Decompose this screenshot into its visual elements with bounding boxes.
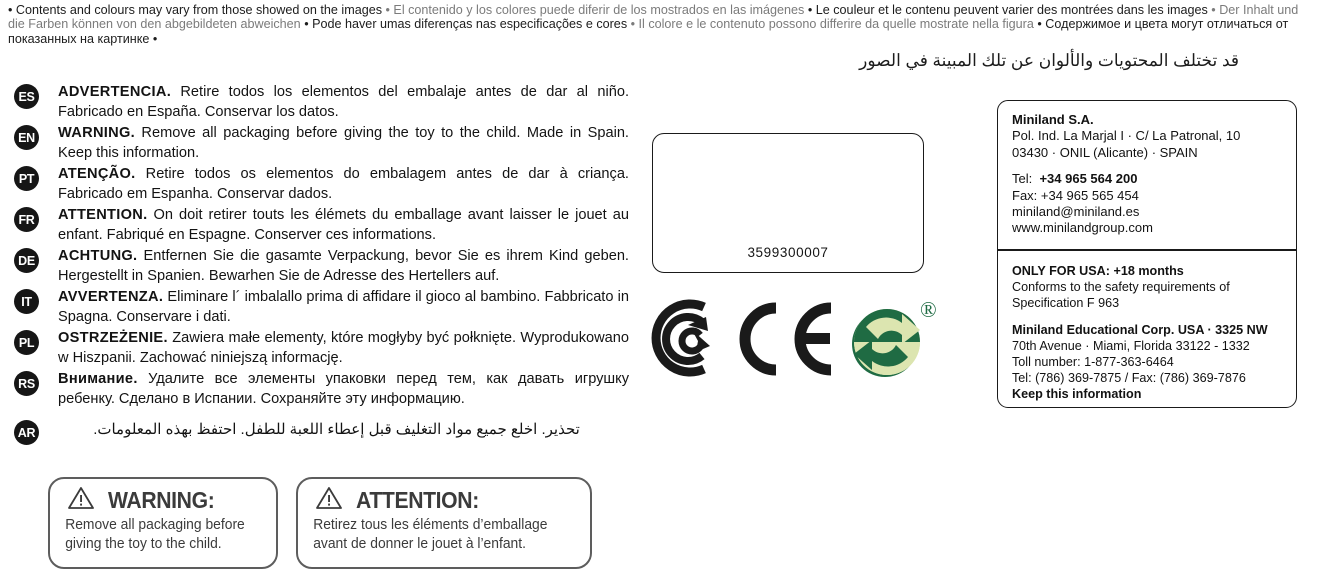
toy-safety-arcs-mark-icon xyxy=(636,297,714,384)
warning-row-en xyxy=(14,124,629,163)
warning-row-ar xyxy=(14,419,629,455)
disclaimer-text xyxy=(8,3,1311,46)
barcode-placeholder-box xyxy=(652,133,924,273)
warning-title-fr: ATTENTION. xyxy=(58,207,148,223)
usa-conforms-line-1: Conforms to the safety requirements of xyxy=(1012,280,1230,295)
disclaimer-segment-2: • Le couleur et le contenu peuvent varier des montrées dans les images xyxy=(807,3,1212,17)
disclaimer-segment-5: • Il colore e le contenuto possono differire da quelle mostrate nella figura xyxy=(630,17,1038,32)
warning-title-it: AVVERTENZA. xyxy=(58,289,164,305)
warning-box-header xyxy=(50,479,276,515)
warning-row-pt xyxy=(14,165,629,204)
certification-symbols xyxy=(636,297,946,387)
warning-text-pl: OSTRZEŻENIE. Zawiera małe elementy, które mogłyby być połknięte. Wyprodukowano w Hiszpanii. Zachować niniejszą informację. xyxy=(58,330,629,366)
disclaimer-segment-3: • Der Inhalt und die Farben können von den abgebildeten abweichen xyxy=(8,3,1299,32)
warning-title-rs: Внимание. xyxy=(58,371,138,387)
warning-box-body xyxy=(50,515,265,554)
usa-tel-fax: Tel: (786) 369-7875 / Fax: (786) 369-7876 xyxy=(1012,371,1246,386)
language-badge-ar: AR xyxy=(14,420,39,445)
warning-text-rs: Внимание. Удалите все элементы упаковки перед тем, как давать игрушку ребенку. Сделано в Испании. Сохраняйте эту информацию. xyxy=(58,371,629,407)
warning-text-es: ADVERTENCIA. Retire todos los elementos del embalaje antes de dar al niño. Fabricado en España. Conservar los datos. xyxy=(58,84,629,120)
usa-corp-line-1: Miniland Educational Corp. USA · 3325 NW xyxy=(1012,322,1268,337)
company-street: Pol. Ind. La Marjal I · C/ La Patronal, 10 xyxy=(1012,128,1241,144)
company-name: Miniland S.A. xyxy=(1012,112,1094,127)
warning-title-es: ADVERTENCIA. xyxy=(58,84,172,100)
usa-keep-information: Keep this information xyxy=(1012,387,1142,402)
language-badge-pt: PT xyxy=(14,166,39,191)
address-box-divider xyxy=(998,249,1296,251)
address-usa-block xyxy=(998,256,1296,403)
tel-value: +34 965 564 200 xyxy=(1039,171,1138,187)
warning-box-line-2: avant de donner le jouet à l’enfant. xyxy=(313,536,526,552)
warning-title-en: WARNING. xyxy=(58,125,135,141)
disclaimer-segment-1: • El contenido y los colores puede diferir de los mostrados en las imágenes xyxy=(385,3,808,17)
warning-title-de: ACHTUNG. xyxy=(58,248,138,264)
disclaimer-text-arabic: قد تختلف المحتويات والألوان عن تلك المبينة في الصور xyxy=(859,51,1239,70)
tel-label: Tel: xyxy=(1012,171,1033,187)
warning-row-it xyxy=(14,288,629,327)
ce-mark-icon xyxy=(734,300,834,383)
warning-text-en: WARNING. Remove all packaging before giving the toy to the child. Made in Spain. Keep this information. xyxy=(58,125,629,161)
disclaimer-segment-6: • Содержимое и цвета могут отличаться от показанных на картинке • xyxy=(8,17,1289,46)
manufacturer-address-box xyxy=(997,100,1297,408)
spacer xyxy=(1012,312,1286,322)
warning-triangle-icon xyxy=(68,486,94,515)
language-badge-fr: FR xyxy=(14,207,39,232)
language-badge-it: IT xyxy=(14,289,39,314)
warning-text-it: AVVERTENZA. Eliminare l´ imbalallo prima di affidare il gioco al bambino. Fabbricato in Spagna. Conservare i dati. xyxy=(58,289,629,325)
green-dot-recycling-mark-icon xyxy=(844,297,936,388)
language-badge-de: DE xyxy=(14,248,39,273)
company-website: www.minilandgroup.com xyxy=(1012,220,1153,236)
warning-box-line-2: giving the toy to the child. xyxy=(65,536,222,552)
disclaimer-segment-0: • Contents and colours may vary from those showed on the images xyxy=(8,3,386,17)
warning-box-title: WARNING: xyxy=(108,487,215,513)
company-fax: Fax: +34 965 565 454 xyxy=(1012,187,1139,203)
usa-corp-line-2: 70th Avenue · Miami, Florida 33122 - 1332 xyxy=(1012,338,1250,353)
warning-row-pl xyxy=(14,329,629,368)
warning-text-fr: ATTENTION. On doit retirer touts les élémets du emballage avant laisser le jouet au enfant. Fabriqué en Espagne. Conserver ces informations. xyxy=(58,207,629,243)
address-europe-block xyxy=(998,101,1296,237)
usa-age-headline: ONLY FOR USA: +18 months xyxy=(1012,264,1184,278)
warning-text-de: ACHTUNG. Entfernen Sie die gasamte Verpackung, bevor Sie es ihrem Kind geben. Hergestellt in Spanien. Bewarhen Sie de Adresse des Hertellers auf. xyxy=(58,248,629,284)
registered-symbol: ® xyxy=(920,297,936,322)
warning-title-pl: OSTRZEŻENIE. xyxy=(58,330,168,346)
company-email: miniland@miniland.es xyxy=(1012,204,1140,220)
spacer xyxy=(1012,161,1283,171)
warning-box-french xyxy=(296,477,592,569)
language-badge-es: ES xyxy=(14,84,39,109)
warning-title-pt: ATENÇÃO. xyxy=(58,166,136,182)
language-badge-pl: PL xyxy=(14,330,39,355)
warning-triangle-icon xyxy=(316,486,342,515)
warning-box-line-1: Remove all packaging before xyxy=(65,517,245,533)
warning-text-ar: تحذير. اخلع جميع مواد التغليف قبل إعطاء اللعبة للطفل. احتفظ بهذه المعلومات. xyxy=(93,421,580,438)
warning-box-line-1: Retirez tous les éléments d’emballage xyxy=(313,517,548,533)
warning-row-fr xyxy=(14,206,629,245)
usa-conforms-line-2: Specification F 963 xyxy=(1012,296,1120,311)
warning-box-header xyxy=(298,479,590,515)
disclaimer-segment-4: • Pode haver umas diferenças nas especificações e cores xyxy=(304,17,631,32)
warning-box-body xyxy=(298,515,575,554)
usa-toll-number: Toll number: 1-877-363-6464 xyxy=(1012,355,1174,370)
language-badge-en: EN xyxy=(14,125,39,150)
language-badge-rs: RS xyxy=(14,371,39,396)
warning-row-es xyxy=(14,83,629,122)
warning-row-rs xyxy=(14,370,629,409)
barcode-number: 3599300007 xyxy=(747,245,829,260)
multilingual-warnings-list xyxy=(14,83,629,457)
warning-box-title: ATTENTION: xyxy=(356,487,479,513)
company-city: 03430 · ONIL (Alicante) · SPAIN xyxy=(1012,144,1198,160)
warning-row-de xyxy=(14,247,629,286)
warning-text-pt: ATENÇÃO. Retire todos os elementos do embalagem antes de dar à criança. Fabricado em Espanha. Conservar dados. xyxy=(58,166,629,202)
company-tel xyxy=(1012,171,1283,187)
warning-box-english xyxy=(48,477,278,569)
